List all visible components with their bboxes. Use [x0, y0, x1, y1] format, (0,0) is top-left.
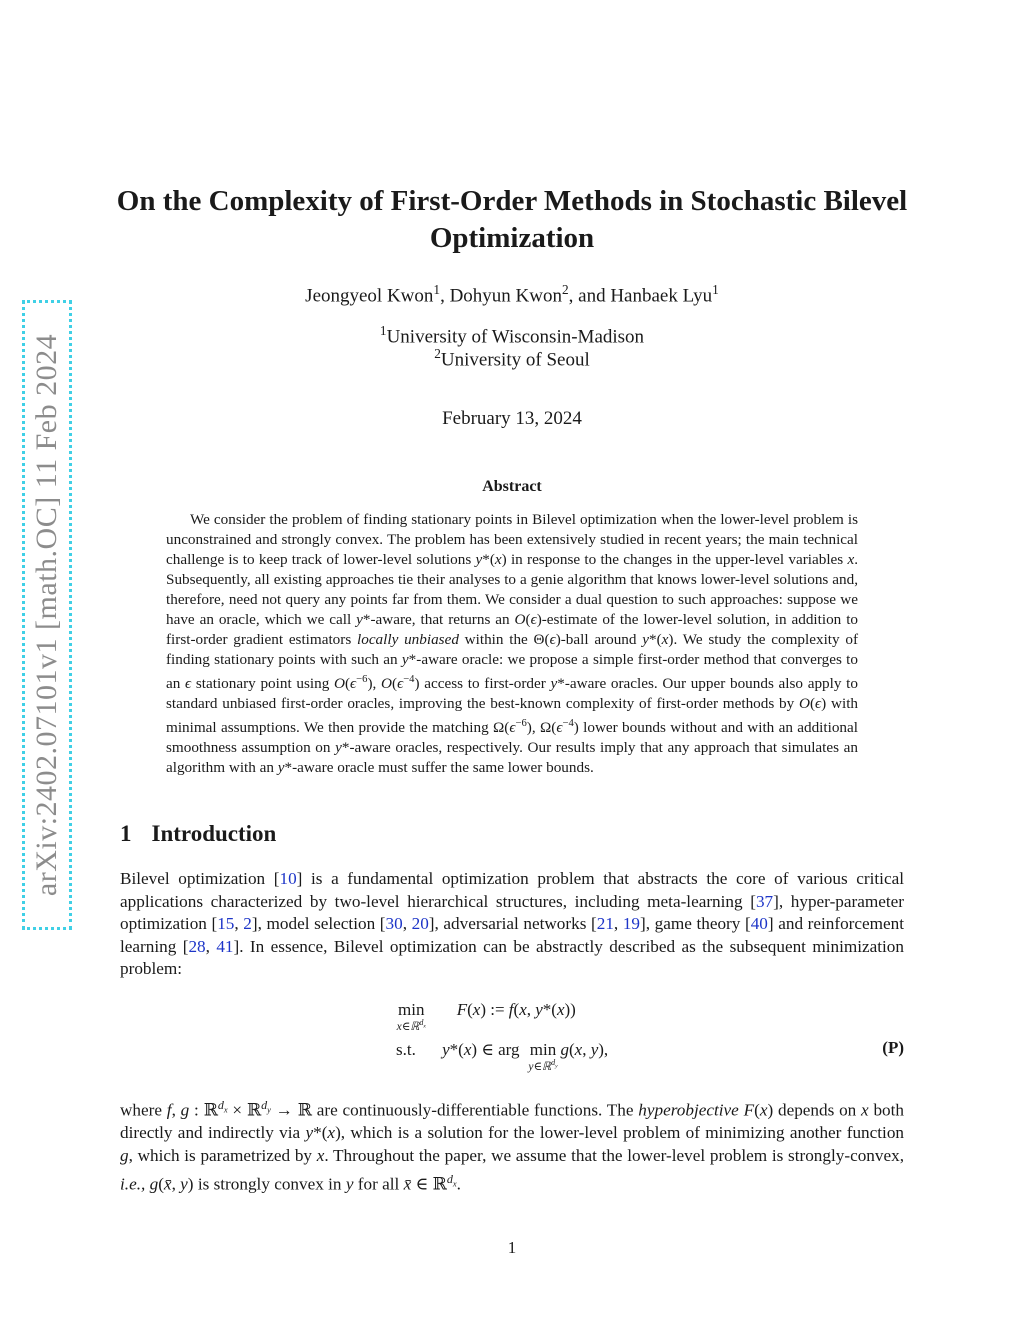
author-affiliation-mark: 1 — [712, 282, 719, 297]
citation-link[interactable]: 40 — [750, 914, 768, 934]
abstract-body: We consider the problem of finding stationary points in Bilevel optimization when the lower-level problem is unconstrained and strongly convex. The problem has been extensively studied in recent years; the main technical challenge is to keep track of lower-level solutions y*(x) in response to the changes in the upper-level variables x. Subsequently, all existing approaches tie their analyses to a genie algorithm that knows lower-level solutions and, therefore, need not query any points far from them. We consider a dual question to such approaches: suppose we have an oracle, which we call y*-aware, that returns an O(ϵ)-estimate of the lower-level solution, in addition to first-order gradient estimators locally unbiased within the Θ(ϵ)-ball around y*(x). We study the complexity of finding stationary points with such an y*-aware oracle: we propose a simple first-order method that converges to an ϵ stationary point using $O(\epsilon^{-6})$, $O(\epsilon^{-4})$ access to first-order y*-aware oracles. Our upper bounds also apply to standard unbiased first-order oracles, improving the best-known complexity of first-order methods by O(ϵ) with minimal assumptions. We then provide the matching $\Omega(\epsilon^{-6})$, $\Omega(\epsilon^{-4})$ lower bounds without and with an additional smoothness assumption on y*-aware oracles, respectively. Our results imply that any approach that simulates an algorithm with an y*-aware oracle must suffer the same lower bounds. — [166, 511, 859, 777]
affiliation-mark: 1 — [379, 323, 387, 338]
citation-link[interactable]: 41 — [216, 936, 234, 956]
intro-paragraph: Bilevel optimization [10] is a fundamental optimization problem that abstracts the core of various critical applications characterized by two-level hierarchical structures, including meta-learning [37], hyper-parameter optimization [15, 2], model selection [30, 20], adversarial networks [21, 19], game theory [40] and reinforcement learning [28, 41]. In essence, Bilevel optimization can be abstractly described as the subsequent minimization problem: — [120, 869, 905, 979]
paper-title: On the Complexity of First-Order Methods in Stochastic Bilevel Optimization — [116, 185, 908, 254]
citation-link[interactable]: 30 — [385, 914, 403, 934]
equation-P: min x∈ℝ$^{d_x}$ F(x) := f(x, y*(x)) s.t. y*(x) ∈ arg min y∈ℝ$^{d_y}$ g(x, y), (P) — [396, 1000, 904, 1073]
affiliation-name: University of Seoul — [440, 349, 590, 371]
author-name: Jeongyeol Kwon — [305, 285, 434, 307]
author-affiliation-mark: 1 — [433, 282, 441, 297]
page-number: 1 — [507, 1238, 517, 1257]
affiliation-mark: 2 — [434, 346, 441, 361]
citation-link[interactable]: 19 — [622, 914, 641, 934]
citation-link[interactable]: 21 — [596, 914, 614, 934]
affiliation-name: University of Wisconsin-Madison — [386, 326, 645, 348]
author-affiliation-mark: 2 — [561, 282, 569, 297]
author-name: Dohyun Kwon — [449, 285, 562, 307]
citation-link[interactable]: 10 — [279, 869, 297, 888]
citation-link[interactable]: 15 — [217, 914, 235, 934]
author-separator: , — [440, 285, 450, 307]
affiliation — [110, 346, 914, 371]
citation-link[interactable]: 2 — [243, 914, 252, 934]
equation-tag: (P) — [882, 1038, 904, 1057]
abstract-heading: Abstract — [482, 478, 542, 495]
author-list — [110, 282, 914, 307]
paper-date: February 13, 2024 — [442, 408, 582, 429]
affiliation — [110, 323, 914, 348]
author-name: Hanbaek Lyu — [610, 285, 713, 307]
section-number: 1 — [120, 821, 132, 846]
citation-link[interactable]: 37 — [755, 891, 774, 911]
citation-link[interactable]: 28 — [188, 936, 206, 956]
citation-link[interactable]: 20 — [411, 914, 429, 934]
body-paragraph: where f, g : ℝ$^{d_x}$ × ℝ$^{d_y}$ → ℝ are continuously-differentiable functions. The hyperobjective F(x) depends on x both directly and indirectly via y*(x), which is a solution for the lower-level problem of minimizing another function g, which is parametrized by x. Throughout the paper, we assume that the lower-level problem is strongly-convex, i.e., g(x̄, y) is strongly convex in y for all x̄ ∈ ℝ$^{d_x}$. — [120, 1098, 905, 1194]
section-heading — [120, 821, 276, 847]
arxiv-identifier: arXiv:2402.07101v1 [math.OC] 11 Feb 2024 — [30, 333, 63, 897]
author-separator: , and — [568, 285, 611, 307]
section-title: Introduction — [151, 821, 277, 846]
arxiv-stamp — [22, 300, 72, 930]
